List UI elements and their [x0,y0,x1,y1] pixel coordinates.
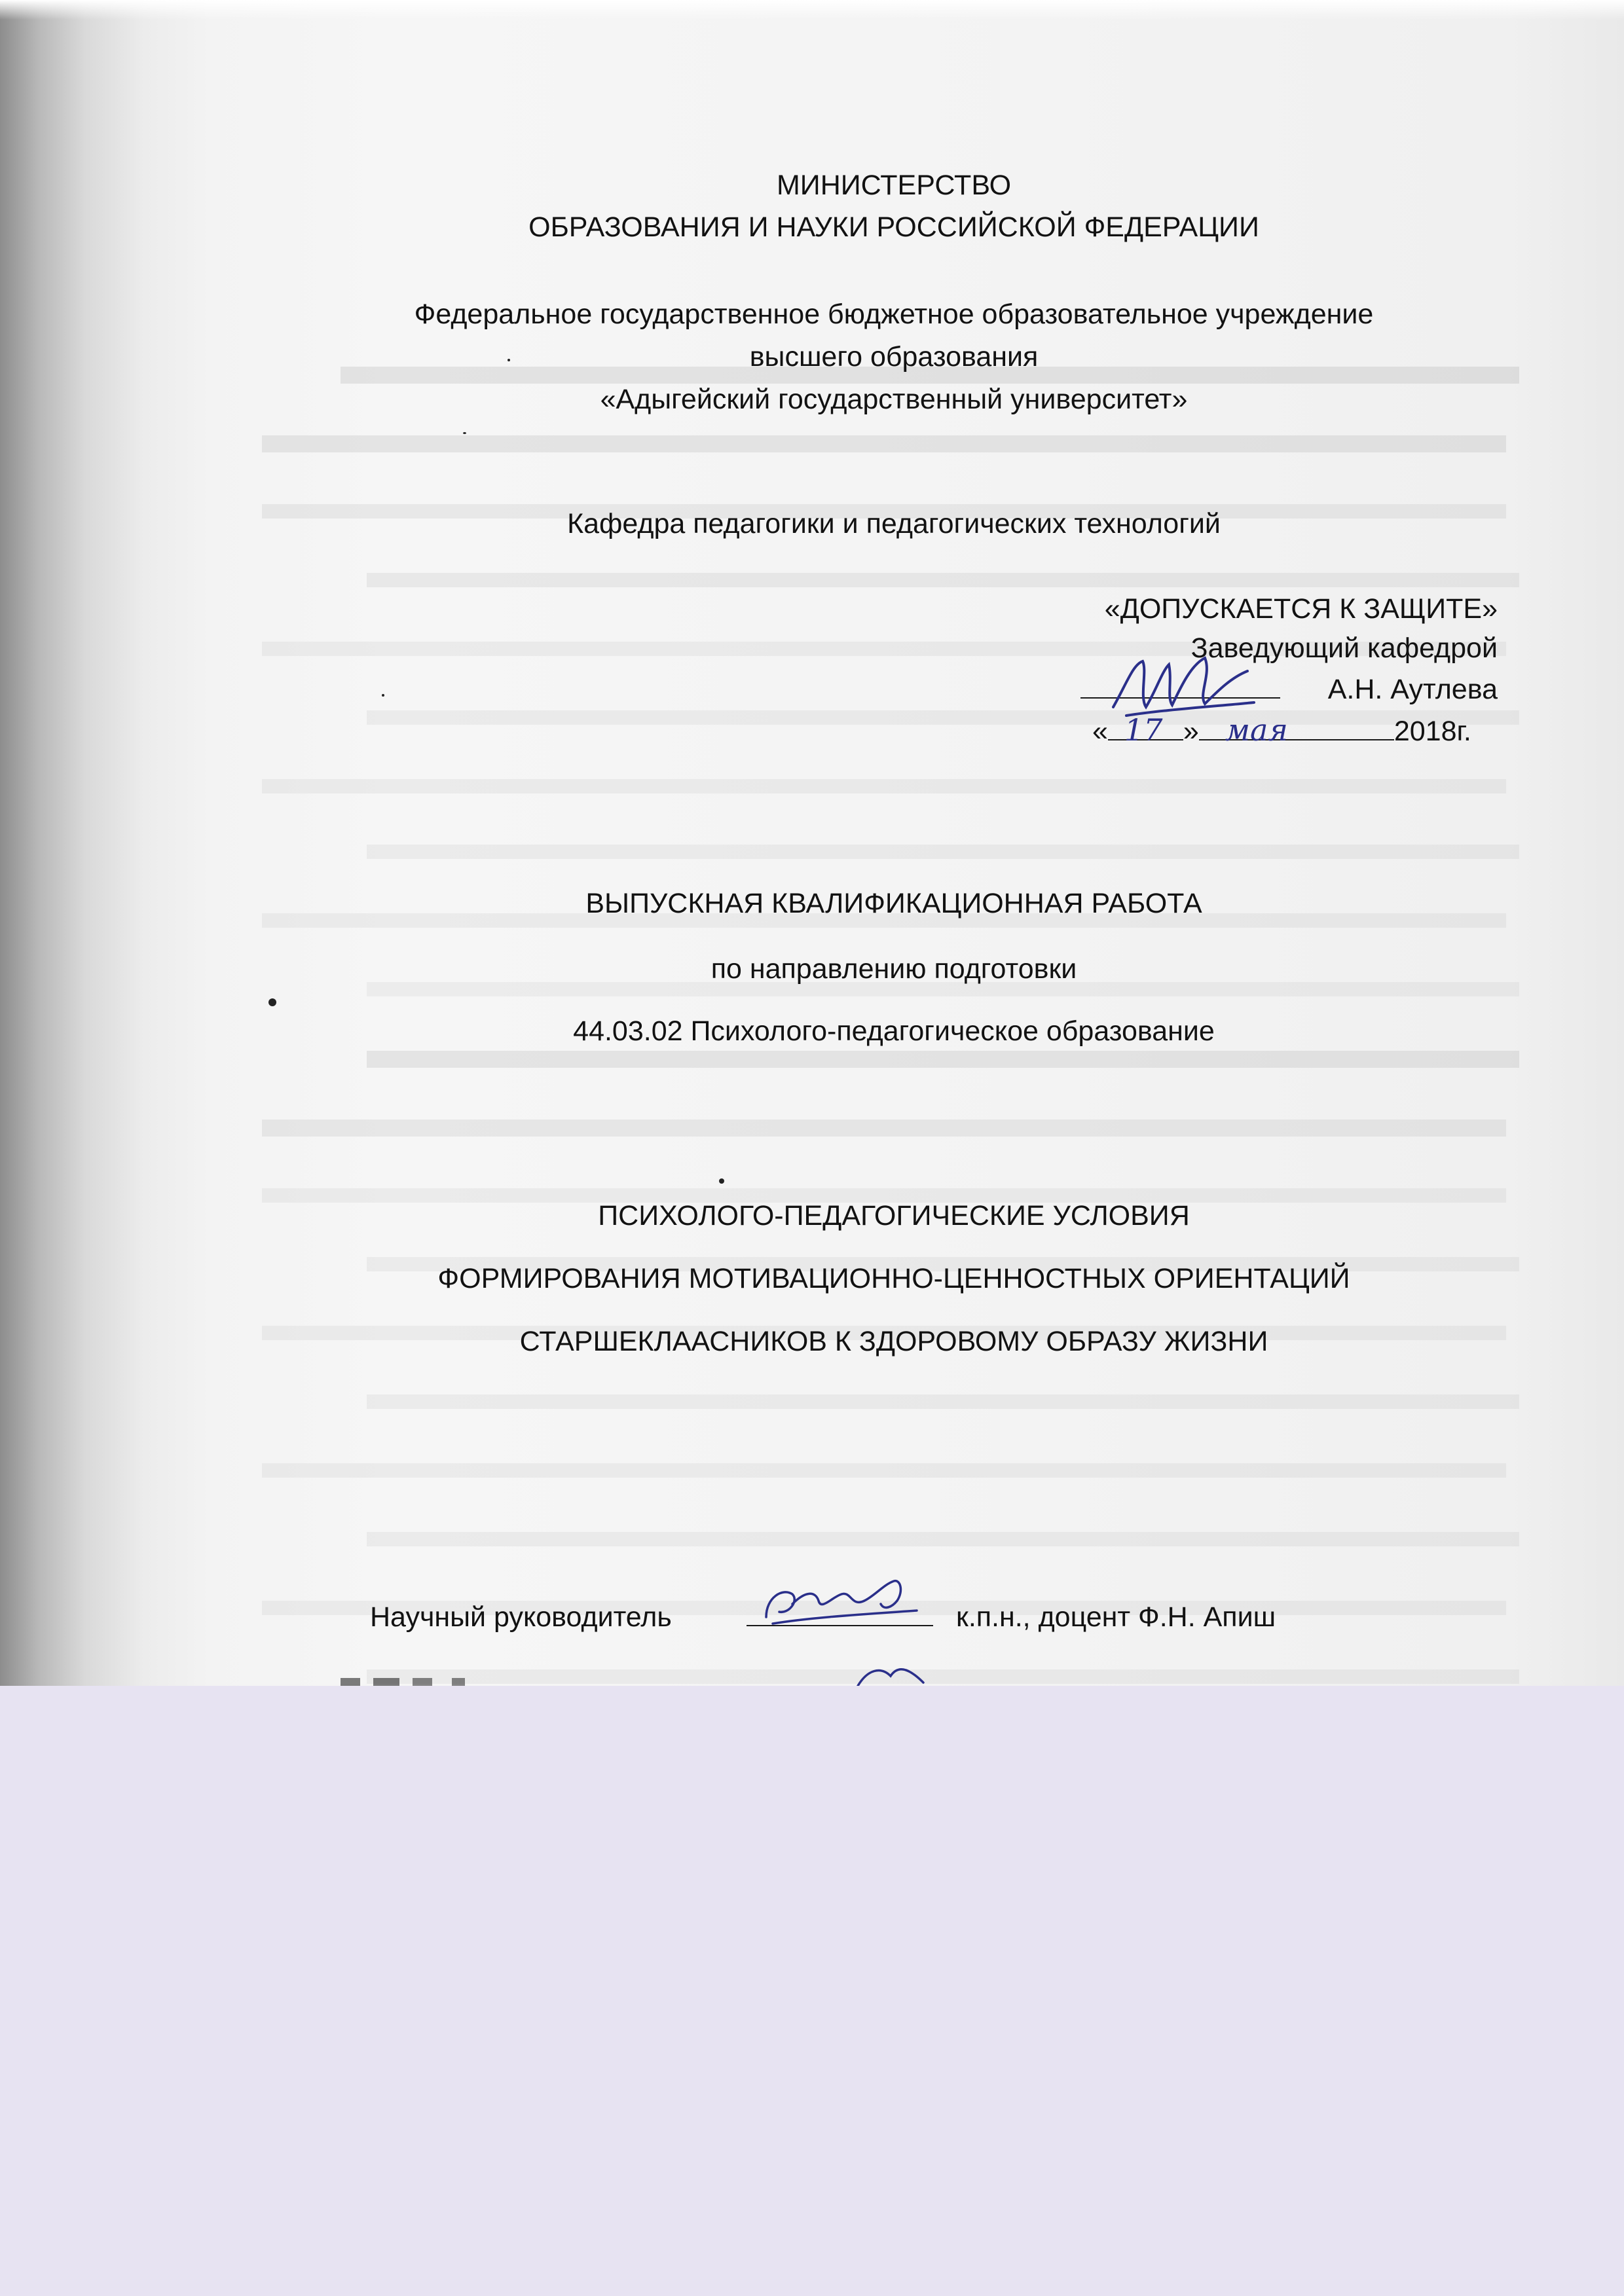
supervisor-credentials: к.п.н., доцент Ф.Н. Апиш [956,1601,1276,1633]
department: Кафедра педагогики и педагогических технологий [567,508,1221,539]
institution-line-2: высшего образования [749,341,1039,373]
approval-stamp: «ДОПУСКАЕТСЯ К ЗАЩИТЕ» [1104,593,1498,625]
date-year: 2018г. [1393,716,1471,747]
cropped-next-line [341,1678,681,1686]
approval-date [1092,712,1471,749]
direction: 44.03.02 Психолого-педагогическое образование [573,1015,1215,1047]
date-day: 17 [1124,712,1163,748]
ministry-line-1: МИНИСТЕРСТВО [776,170,1012,201]
institution-line-3: «Адыгейский государственный университет» [600,384,1188,415]
ministry-line-2: ОБРАЗОВАНИЯ И НАУКИ РОССИЙСКОЙ ФЕДЕРАЦИИ [528,211,1259,243]
date-close-quote: » [1183,716,1199,747]
title-line-1: ПСИХОЛОГО-ПЕДАГОГИЧЕСКИЕ УСЛОВИЯ [598,1200,1190,1231]
direction-label: по направлению подготовки [710,953,1077,985]
supervisor-label: Научный руководитель [370,1601,672,1633]
institution-line-1: Федеральное государственное бюджетное образовательное учреждение [414,299,1374,330]
title-line-3: СТАРШЕКЛААСНИКОВ К ЗДОРОВОМУ ОБРАЗУ ЖИЗНИ [519,1326,1268,1357]
date-month: мая [1225,712,1288,748]
cropped-signature-fragment [851,1663,930,1686]
empty-canvas-area [0,1686,1624,2296]
head-name: А.Н. Аутлева [1327,674,1498,705]
title-line-2: ФОРМИРОВАНИЯ МОТИВАЦИОННО-ЦЕННОСТНЫХ ОРИЕНТАЦИЙ [437,1263,1350,1294]
date-open-quote: « [1092,716,1108,747]
approval-position: Заведующий кафедрой [1190,632,1498,664]
work-type: ВЫПУСКНАЯ КВАЛИФИКАЦИОННАЯ РАБОТА [585,888,1202,919]
supervisor-signature-mark [753,1565,930,1637]
